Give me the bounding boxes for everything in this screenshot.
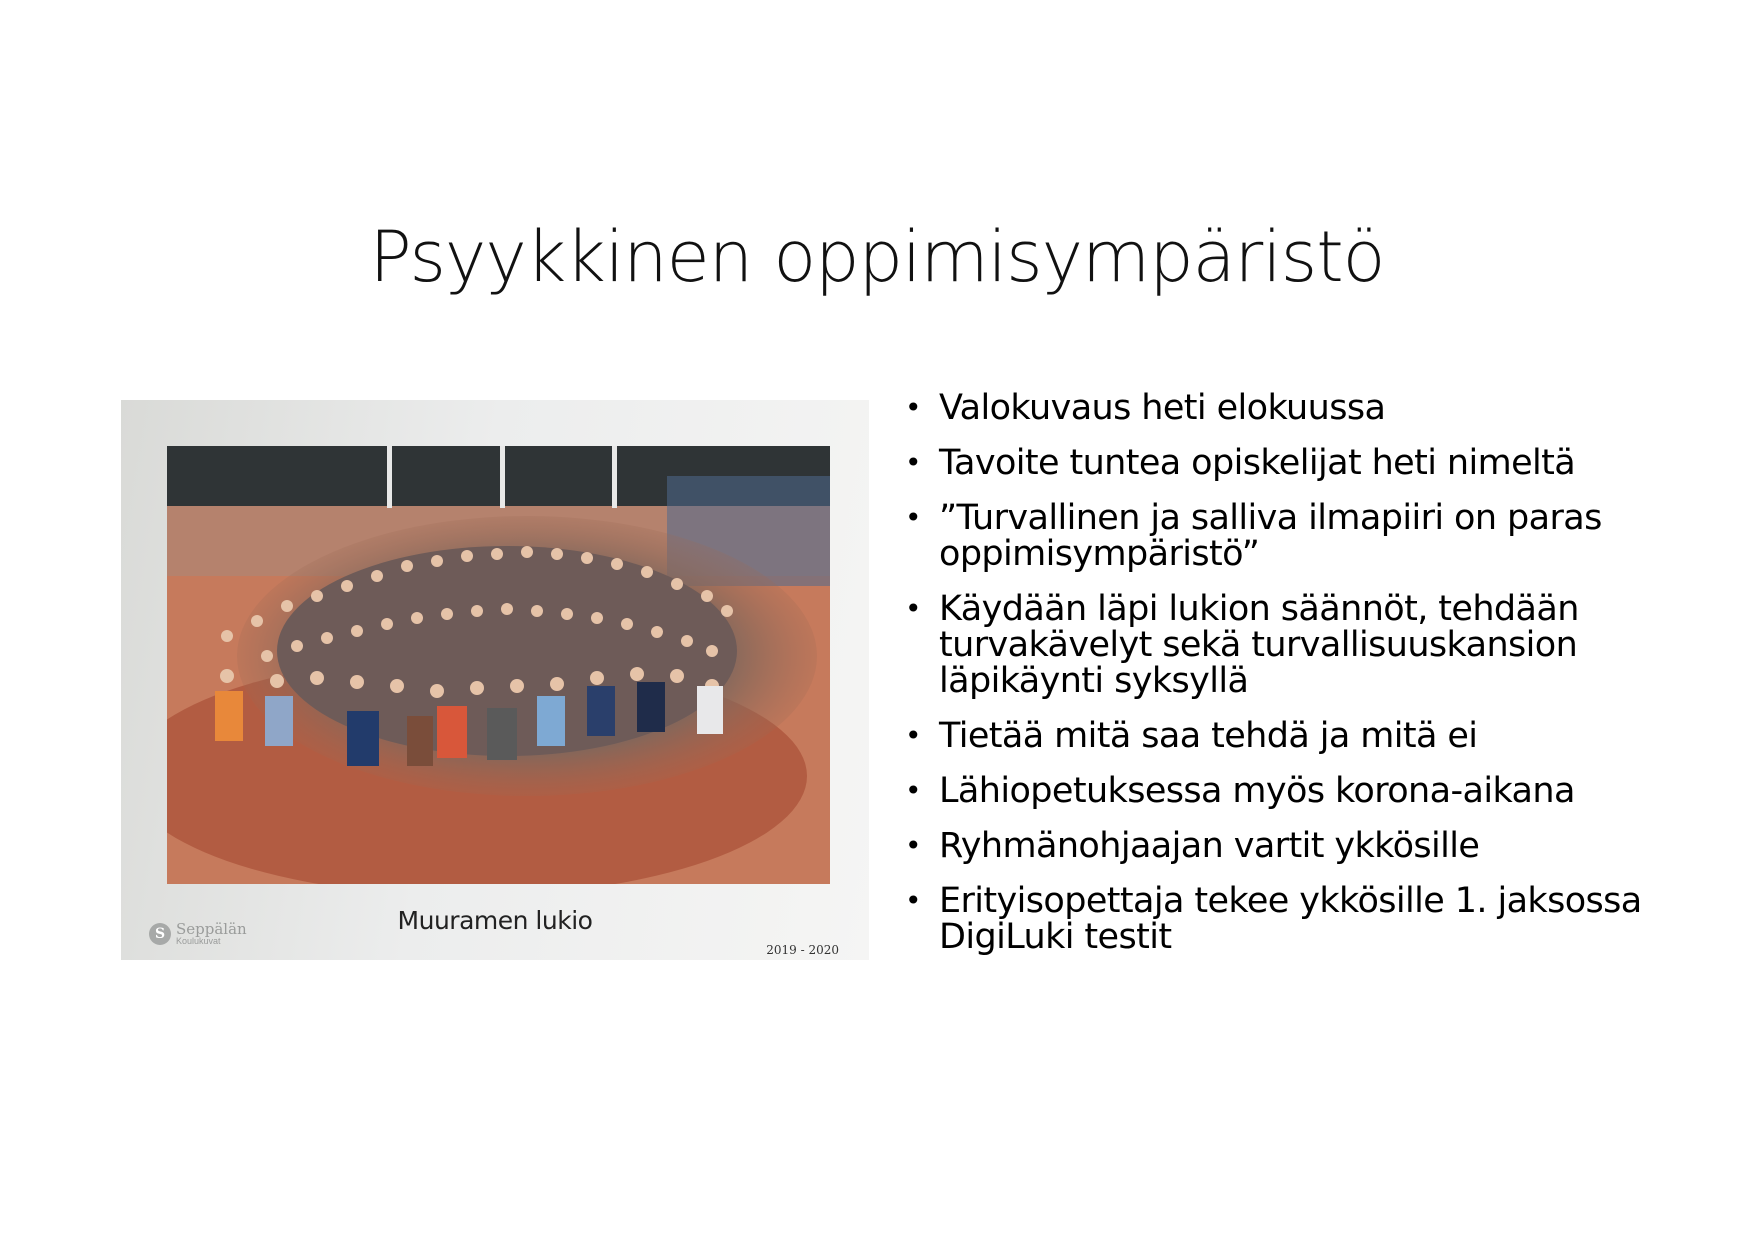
bullet-item — [905, 718, 1725, 754]
bullet-item — [905, 591, 1725, 699]
bullet-text: Valokuvaus heti elokuussa — [939, 388, 1386, 428]
slide-title: Psyykkinen oppimisympäristö — [369, 216, 1385, 298]
studio-logo-icon: S — [149, 923, 171, 945]
photo-year: 2019 - 2020 — [766, 943, 839, 957]
bullet-text: Lähiopetuksessa myös korona-aikana — [939, 771, 1575, 811]
group-photo-image — [167, 446, 830, 884]
bullet-icon: • — [905, 774, 921, 807]
bullet-icon: • — [905, 501, 921, 534]
photo-caption: Muuramen lukio — [397, 906, 593, 935]
bullet-item — [905, 390, 1725, 426]
bullet-item — [905, 500, 1725, 572]
bullet-icon: • — [905, 391, 921, 424]
bullet-item — [905, 828, 1725, 864]
studio-subtitle: Koulukuvat — [176, 936, 221, 946]
bullet-text: Tietää mitä saa tehdä ja mitä ei — [939, 716, 1478, 756]
bullet-icon: • — [905, 592, 921, 625]
bullet-text: Ryhmänohjaajan vartit ykkösille — [939, 826, 1480, 866]
bullet-list — [905, 390, 1725, 974]
bullet-text: Tavoite tuntea opiskelijat heti nimeltä — [939, 443, 1576, 483]
bullet-icon: • — [905, 884, 921, 917]
bullet-item — [905, 883, 1725, 955]
bullet-icon: • — [905, 829, 921, 862]
bullet-item — [905, 773, 1725, 809]
studio-logo — [149, 922, 247, 946]
bullet-text: Erityisopettaja tekee ykkösille 1. jaksossa DigiLuki testit — [939, 881, 1642, 957]
bullet-item — [905, 445, 1725, 481]
group-photo — [121, 400, 869, 960]
bullet-text: ”Turvallinen ja salliva ilmapiiri on paras oppimisympäristö” — [939, 498, 1602, 574]
bullet-icon: • — [905, 719, 921, 752]
bullet-icon: • — [905, 446, 921, 479]
studio-name: Seppälän — [176, 920, 247, 938]
bullet-text: Käydään läpi lukion säännöt, tehdään turvakävelyt sekä turvallisuuskansion läpikäynti syksyllä — [939, 589, 1579, 701]
